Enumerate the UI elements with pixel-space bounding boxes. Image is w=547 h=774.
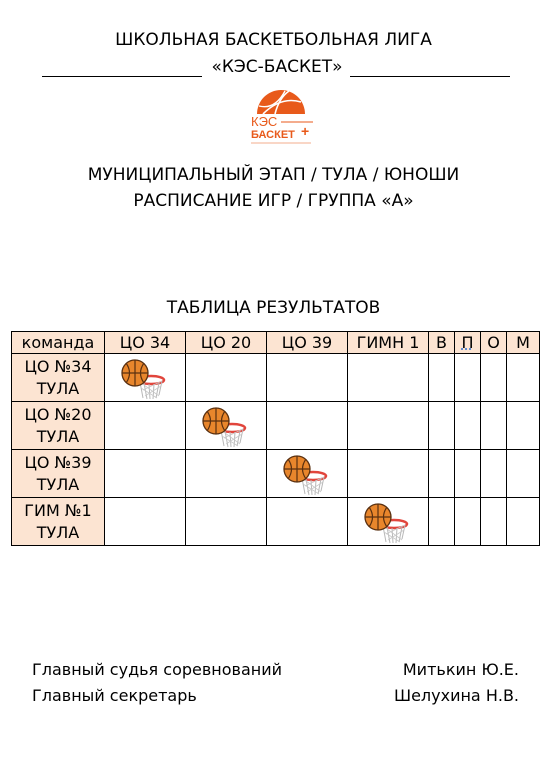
wins-cell [429, 354, 455, 402]
logo-plus: + [301, 123, 310, 139]
league-name: «КЭС-БАСКЕТ» [211, 57, 343, 77]
team-name: ЦО №20 [24, 404, 92, 424]
underline-left [42, 76, 202, 77]
table-row [12, 450, 540, 498]
team-name: ГИМ №1 [24, 500, 92, 520]
chief-secretary-label: Главный секретарь [32, 686, 197, 705]
col-opp-4: ГИМН 1 [348, 332, 429, 354]
results-title: ТАБЛИЦА РЕЗУЛЬТАТОВ [166, 298, 381, 318]
result-cell [348, 354, 429, 402]
team-cell [12, 450, 105, 498]
diagonal-cell [267, 450, 348, 498]
team-city: ТУЛА [36, 426, 80, 446]
col-opp-3: ЦО 39 [267, 332, 348, 354]
other-cell [481, 450, 507, 498]
team-name: ЦО №39 [24, 452, 92, 472]
team-name: ЦО №34 [24, 356, 92, 376]
kes-basket-logo [245, 88, 317, 150]
result-cell [186, 450, 267, 498]
basketball-hoop-icon [119, 357, 167, 401]
wins-cell [429, 498, 455, 546]
col-opp-1: ЦО 34 [105, 332, 186, 354]
place-cell [507, 450, 540, 498]
other-cell [481, 498, 507, 546]
result-cell [267, 402, 348, 450]
league-title: ШКОЛЬНАЯ БАСКЕТБОЛЬНАЯ ЛИГА [115, 30, 432, 50]
result-cell [348, 402, 429, 450]
place-cell [507, 402, 540, 450]
team-city: ТУЛА [36, 474, 80, 494]
col-other: О [481, 332, 507, 354]
basketball-hoop-icon [281, 453, 329, 497]
team-city: ТУЛА [36, 522, 80, 542]
diagonal-cell [105, 354, 186, 402]
chief-judge-label: Главный судья соревнований [32, 660, 283, 679]
header-row [12, 332, 540, 354]
logo-text-bottom: БАСКЕТ [251, 129, 295, 141]
team-cell [12, 402, 105, 450]
result-cell [267, 498, 348, 546]
team-cell [12, 354, 105, 402]
other-cell [481, 354, 507, 402]
schedule-line: РАСПИСАНИЕ ИГР / ГРУППА «А» [133, 191, 414, 211]
col-opp-2: ЦО 20 [186, 332, 267, 354]
col-wins: В [429, 332, 455, 354]
diagonal-cell [186, 402, 267, 450]
result-cell [348, 450, 429, 498]
col-team: команда [12, 332, 105, 354]
losses-cell [455, 498, 481, 546]
logo-text-top: КЭС [251, 114, 278, 129]
losses-cell [455, 402, 481, 450]
result-cell [267, 354, 348, 402]
team-cell [12, 498, 105, 546]
result-cell [105, 498, 186, 546]
other-cell [481, 402, 507, 450]
team-city: ТУЛА [36, 378, 80, 398]
col-losses: П [455, 332, 481, 354]
diagonal-cell [348, 498, 429, 546]
wins-cell [429, 450, 455, 498]
result-cell [105, 450, 186, 498]
place-cell [507, 354, 540, 402]
table-row [12, 354, 540, 402]
stage-line: МУНИЦИПАЛЬНЫЙ ЭТАП / ТУЛА / ЮНОШИ [87, 165, 460, 185]
results-table [11, 331, 540, 546]
underline-right [350, 76, 510, 77]
chief-secretary-name: Шелухина Н.В. [393, 686, 519, 705]
losses-cell [455, 354, 481, 402]
col-place: М [507, 332, 540, 354]
result-cell [186, 498, 267, 546]
result-cell [105, 402, 186, 450]
basketball-hoop-icon [200, 405, 248, 449]
losses-cell [455, 450, 481, 498]
result-cell [186, 354, 267, 402]
chief-judge-name: Митькин Ю.Е. [402, 660, 519, 679]
place-cell [507, 498, 540, 546]
table-row [12, 402, 540, 450]
wins-cell [429, 402, 455, 450]
table-row [12, 498, 540, 546]
basketball-hoop-icon [362, 501, 410, 545]
